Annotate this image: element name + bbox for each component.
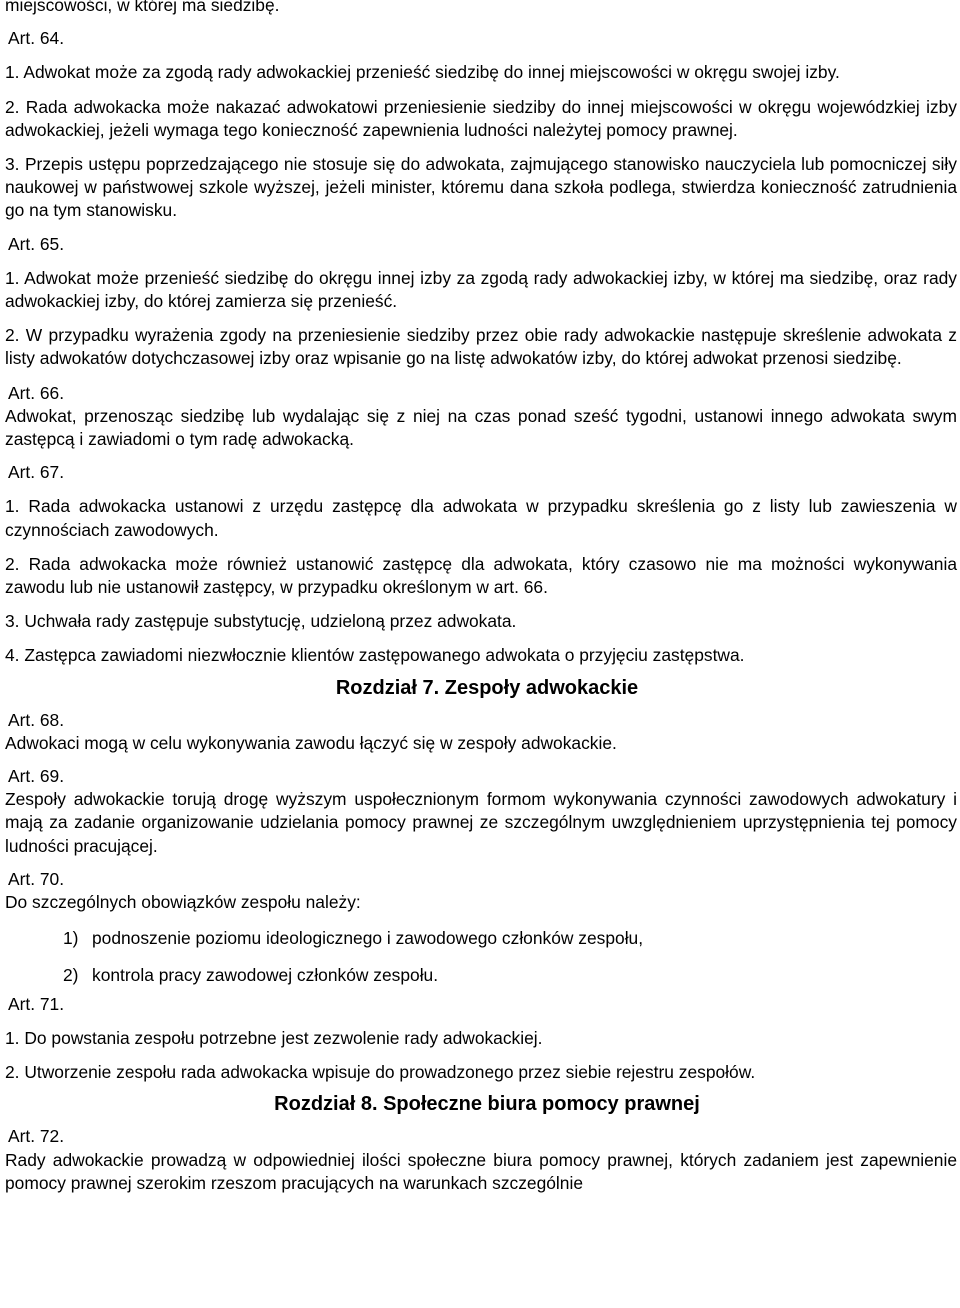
article-heading: Art. 71. — [8, 993, 65, 1014]
paragraph: 2. Rada adwokacka może nakazać adwokatowi przeniesienie siedziby do innej miejscowości w okręgu wojewódzkiej izby adwokackiej, jeżeli wymaga tego konieczność zapewnienia ludności należytej pomocy prawnej. — [5, 96, 957, 140]
article-heading: Art. 69. — [8, 766, 65, 787]
paragraph: Adwokaci mogą w celu wykonywania zawodu łączyć się w zespoły adwokackie. — [5, 732, 617, 753]
chapter-heading: Rozdział 8. Społeczne biura pomocy prawnej — [274, 1093, 700, 1116]
paragraph: 4. Zastępca zawiadomi niezwłocznie klientów zastępowanego adwokata o przyjęciu zastępstwa. — [5, 645, 745, 666]
article-heading: Art. 65. — [8, 233, 65, 254]
article-heading: Art. 70. — [8, 868, 65, 889]
paragraph: 2. W przypadku wyrażenia zgody na przeniesienie siedziby przez obie rady adwokackie następuje skreślenie adwokata z listy adwokatów dotychczasowej izby oraz wpisanie go na listę adwokatów izby, do której adwokat przenosi siedzibę. — [5, 325, 957, 369]
paragraph: 3. Przepis ustępu poprzedzającego nie stosuje się do adwokata, zajmującego stanowisko nauczyciela lub pomocniczej siły naukowej w państwowej szkole wyższej, jeżeli minister, któremu dana szkoła podlega, stwierdza konieczność zatrudnienia go na tym stanowisku. — [5, 154, 957, 221]
paragraph: miejscowości, w której ma siedzibę. — [5, 0, 280, 15]
list-item — [5, 964, 957, 987]
paragraph: 1. Rada adwokacka ustanowi z urzędu zastępcę dla adwokata w przypadku skreślenia go z listy lub zawieszenia w czynnościach zawodowych. — [5, 496, 957, 540]
paragraph: Zespoły adwokackie torują drogę wyższym uspołecznionym formom wykonywania czynności zawodowych adwokatury i mają za zadanie organizowanie udzielania pomocy prawnej ze szczególnym uwzględnieniem uprzystępnienia tej pomocy ludności pracującej. — [5, 789, 957, 856]
legal-document — [5, 0, 957, 1195]
paragraph: 2. Rada adwokacka może również ustanowić zastępcę dla adwokata, który czasowo nie ma możności wykonywania zawodu lub nie ustanowił zastępcy, w przypadku określonym w art. 66. — [5, 553, 957, 598]
article-heading: Art. 68. — [8, 709, 65, 730]
paragraph: Adwokat, przenosząc siedzibę lub wydalając się z niej na czas ponad sześć tygodni, ustanowi innego adwokata swym zastępcą i zawiadomi o tym radę adwokacką. — [5, 405, 957, 450]
list-item — [5, 927, 957, 950]
list-item-text: kontrola pracy zawodowej członków zespołu. — [92, 964, 439, 985]
list-item-number: 1) — [63, 928, 79, 949]
paragraph: 1. Adwokat może przenieść siedzibę do okręgu innej izby za zgodą rady adwokackiej izby, w której ma siedzibę, oraz rady adwokackiej izby, do której zamierza się przenieść. — [5, 267, 957, 312]
list-item-number: 2) — [63, 964, 79, 985]
paragraph: 1. Adwokat może za zgodą rady adwokackiej przenieść siedzibę do innej miejscowości w okręgu swojej izby. — [5, 62, 840, 83]
paragraph: 2. Utworzenie zespołu rada adwokacka wpisuje do prowadzonego przez siebie rejestru zespołów. — [5, 1062, 756, 1083]
list-item-text: podnoszenie poziomu ideologicznego i zawodowego członków zespołu, — [92, 928, 644, 949]
article-heading: Art. 64. — [8, 28, 65, 49]
article-heading: Art. 72. — [8, 1126, 65, 1147]
article-heading: Art. 66. — [8, 382, 65, 403]
article-heading: Art. 67. — [8, 462, 65, 483]
chapter-heading: Rozdział 7. Zespoły adwokackie — [335, 676, 639, 699]
paragraph: 3. Uchwała rady zastępuje substytucję, udzieloną przez adwokata. — [5, 611, 517, 632]
paragraph: Do szczególnych obowiązków zespołu należy: — [5, 892, 361, 913]
paragraph: Rady adwokackie prowadzą w odpowiedniej ilości społeczne biura pomocy prawnej, których zadaniem jest zapewnienie pomocy prawnej szerokim rzeszom pracujących na warunkach szczególnie — [5, 1149, 957, 1193]
paragraph: 1. Do powstania zespołu potrzebne jest zezwolenie rady adwokackiej. — [5, 1027, 543, 1048]
